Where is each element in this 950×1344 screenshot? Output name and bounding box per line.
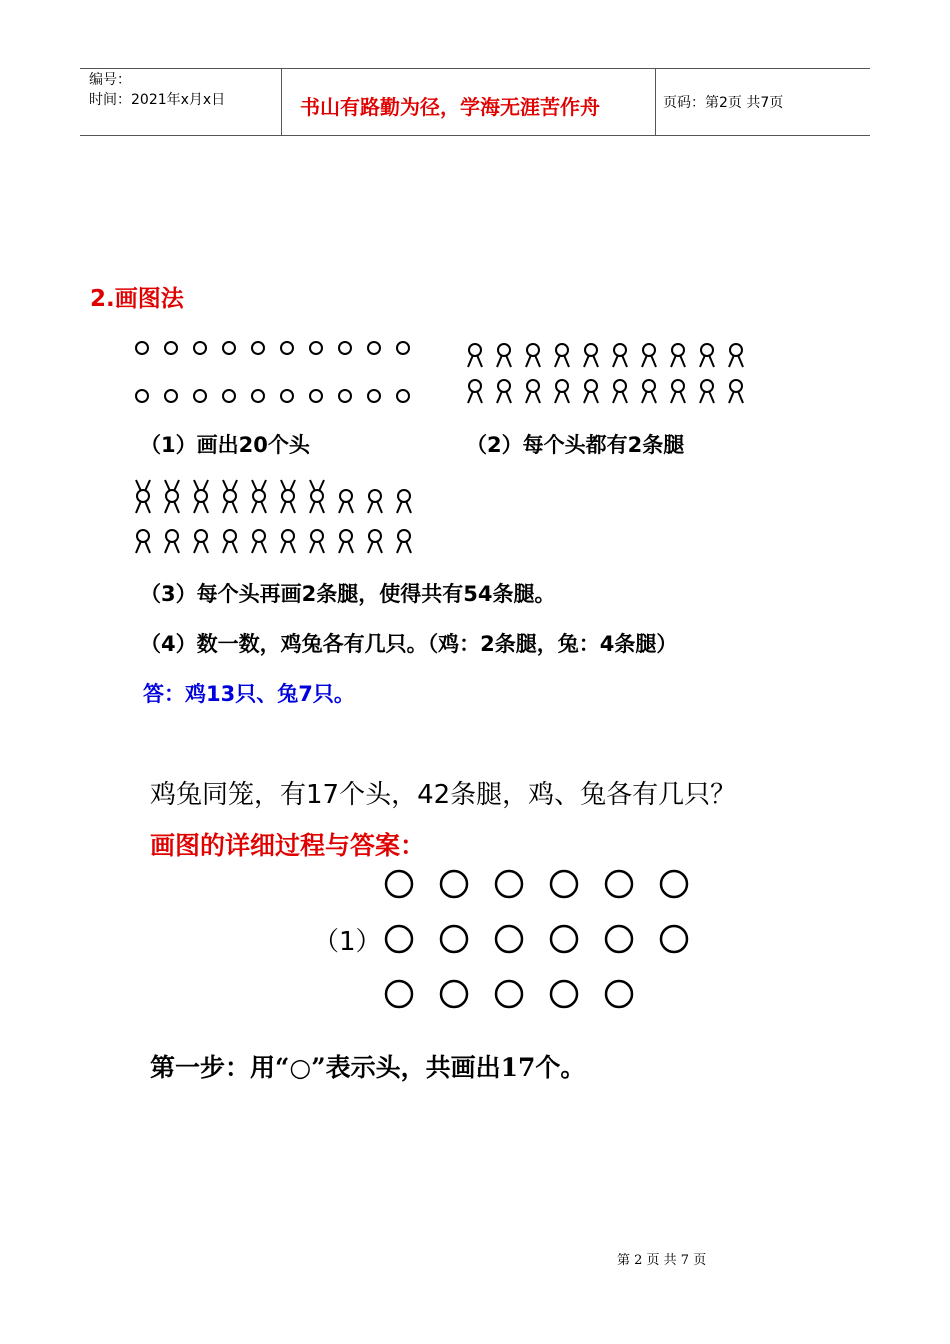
leg-line (468, 391, 473, 403)
head-circle (730, 344, 742, 356)
head-circle (369, 490, 381, 502)
head-circle (551, 871, 577, 897)
leg-line (526, 355, 531, 367)
leg-line (377, 541, 382, 553)
head-circle (386, 871, 412, 897)
head-circle (282, 490, 294, 502)
leg-line (310, 501, 315, 513)
leg-line (310, 541, 315, 553)
head-circle (339, 342, 351, 354)
leg-line (261, 541, 266, 553)
leg-line (397, 501, 402, 513)
figure-extra-legs (130, 478, 420, 558)
head-circle (282, 530, 294, 542)
extra-leg-line (281, 480, 286, 491)
leg-line (564, 355, 569, 367)
extra-leg-line (194, 480, 199, 491)
figure-heads (128, 330, 418, 410)
leg-line (622, 355, 627, 367)
header-motto: 书山有路勤为径，学海无涯苦作舟 (300, 95, 600, 119)
leg-line (319, 501, 324, 513)
head-circle (701, 344, 713, 356)
head-circle (253, 530, 265, 542)
head-circle (223, 342, 235, 354)
leg-line (223, 501, 228, 513)
header-bottom-border (80, 135, 870, 136)
extra-leg-line (136, 480, 141, 491)
head-circle (585, 380, 597, 392)
head-circle (643, 380, 655, 392)
head-circle (469, 380, 481, 392)
head-circle (195, 530, 207, 542)
leg-line (145, 541, 150, 553)
leg-line (642, 355, 647, 367)
leg-line (584, 355, 589, 367)
leg-line (290, 541, 295, 553)
solution-subtitle: 画图的详细过程与答案： (150, 831, 426, 860)
leg-line (377, 501, 382, 513)
head-circle (281, 390, 293, 402)
leg-line (145, 501, 150, 513)
leg-line (535, 391, 540, 403)
leg-line (497, 355, 502, 367)
header-date-label: 时间：2021年x月x日 (89, 92, 226, 108)
head-circle (224, 490, 236, 502)
head-circle (195, 490, 207, 502)
leg-line (203, 541, 208, 553)
head-circle (386, 981, 412, 1007)
head-circle (252, 342, 264, 354)
head-circle (252, 390, 264, 402)
extra-leg-line (232, 480, 237, 491)
head-circle (661, 926, 687, 952)
head-circle (368, 390, 380, 402)
head-circle (281, 342, 293, 354)
header-page-info: 页码：第2页 共7页 (663, 95, 784, 111)
head-circle (339, 390, 351, 402)
head-circle (311, 490, 323, 502)
leg-line (613, 355, 618, 367)
figure-17-heads (380, 866, 690, 1016)
leg-line (477, 355, 482, 367)
caption-step-3: （3）每个头再画2条腿，使得共有54条腿。 (140, 582, 556, 606)
leg-line (281, 541, 286, 553)
leg-line (477, 391, 482, 403)
step-number-label: （1） (313, 927, 382, 957)
head-circle (253, 490, 265, 502)
leg-line (709, 355, 714, 367)
head-circle (551, 926, 577, 952)
leg-line (506, 355, 511, 367)
extra-leg-line (203, 480, 208, 491)
section-title: 2.画图法 (90, 286, 184, 312)
leg-line (497, 391, 502, 403)
head-circle (340, 530, 352, 542)
extra-leg-line (310, 480, 315, 491)
leg-line (319, 541, 324, 553)
leg-line (368, 501, 373, 513)
head-circle (672, 380, 684, 392)
leg-line (593, 391, 598, 403)
head-circle (672, 344, 684, 356)
leg-line (252, 501, 257, 513)
leg-line (671, 391, 676, 403)
extra-leg-line (319, 480, 324, 491)
leg-line (593, 355, 598, 367)
head-circle (606, 926, 632, 952)
leg-line (680, 355, 685, 367)
leg-line (348, 541, 353, 553)
leg-line (281, 501, 286, 513)
head-circle (498, 380, 510, 392)
head-circle (441, 871, 467, 897)
head-circle (527, 344, 539, 356)
head-circle (136, 390, 148, 402)
head-circle (606, 871, 632, 897)
leg-line (709, 391, 714, 403)
leg-line (261, 501, 266, 513)
leg-line (406, 541, 411, 553)
head-circle (166, 490, 178, 502)
leg-line (738, 355, 743, 367)
leg-line (339, 541, 344, 553)
head-circle (469, 344, 481, 356)
leg-line (564, 391, 569, 403)
leg-line (651, 355, 656, 367)
leg-line (406, 501, 411, 513)
step-1-description: 第一步：用“○”表示头，共画出17个。 (150, 1053, 586, 1082)
leg-line (232, 541, 237, 553)
head-circle (397, 342, 409, 354)
leg-line (397, 541, 402, 553)
head-circle (556, 344, 568, 356)
leg-line (555, 355, 560, 367)
head-circle (224, 530, 236, 542)
leg-line (136, 501, 141, 513)
problem-question: 鸡兔同笼，有17个头，42条腿，鸡、兔各有几只？ (150, 780, 737, 810)
leg-line (232, 501, 237, 513)
figure-heads-with-legs (460, 336, 750, 408)
leg-line (671, 355, 676, 367)
head-circle (369, 530, 381, 542)
header-top-border (80, 68, 870, 69)
leg-line (535, 355, 540, 367)
extra-leg-line (290, 480, 295, 491)
header-divider-left (281, 68, 282, 136)
extra-leg-line (174, 480, 179, 491)
leg-line (555, 391, 560, 403)
head-circle (165, 390, 177, 402)
leg-line (700, 391, 705, 403)
head-circle (340, 490, 352, 502)
caption-step-1: （1）画出20个头 (140, 433, 310, 457)
head-circle (310, 390, 322, 402)
leg-line (194, 501, 199, 513)
leg-line (738, 391, 743, 403)
head-circle (165, 342, 177, 354)
leg-line (165, 541, 170, 553)
leg-line (252, 541, 257, 553)
header-divider-right (655, 68, 656, 136)
head-circle (194, 342, 206, 354)
caption-step-4: （4）数一数，鸡兔各有几只。（鸡：2条腿，兔：4条腿） (140, 632, 678, 656)
extra-leg-line (165, 480, 170, 491)
head-circle (310, 342, 322, 354)
leg-line (136, 541, 141, 553)
leg-line (680, 391, 685, 403)
leg-line (700, 355, 705, 367)
head-circle (730, 380, 742, 392)
head-circle (614, 344, 626, 356)
head-circle (136, 342, 148, 354)
leg-line (729, 391, 734, 403)
head-circle (614, 380, 626, 392)
head-circle (441, 981, 467, 1007)
head-circle (527, 380, 539, 392)
head-circle (496, 926, 522, 952)
leg-line (290, 501, 295, 513)
leg-line (526, 391, 531, 403)
leg-line (642, 391, 647, 403)
leg-line (223, 541, 228, 553)
head-circle (386, 926, 412, 952)
head-circle (585, 344, 597, 356)
head-circle (701, 380, 713, 392)
header-number-label: 编号： (89, 72, 131, 88)
head-circle (551, 981, 577, 1007)
head-circle (194, 390, 206, 402)
leg-line (368, 541, 373, 553)
head-circle (496, 981, 522, 1007)
head-circle (498, 344, 510, 356)
head-circle (398, 490, 410, 502)
leg-line (165, 501, 170, 513)
head-circle (398, 530, 410, 542)
answer-text: 答：鸡13只、兔7只。 (143, 682, 355, 706)
leg-line (622, 391, 627, 403)
leg-line (203, 501, 208, 513)
extra-leg-line (261, 480, 266, 491)
head-circle (368, 342, 380, 354)
head-circle (137, 530, 149, 542)
head-circle (643, 344, 655, 356)
leg-line (651, 391, 656, 403)
leg-line (339, 501, 344, 513)
leg-line (468, 355, 473, 367)
leg-line (174, 501, 179, 513)
leg-line (174, 541, 179, 553)
head-circle (441, 926, 467, 952)
leg-line (613, 391, 618, 403)
extra-leg-line (252, 480, 257, 491)
leg-line (506, 391, 511, 403)
leg-line (348, 501, 353, 513)
extra-leg-line (145, 480, 150, 491)
leg-line (584, 391, 589, 403)
head-circle (397, 390, 409, 402)
head-circle (311, 530, 323, 542)
head-circle (137, 490, 149, 502)
footer-page-number: 第 2 页 共 7 页 (617, 1253, 707, 1268)
leg-line (729, 355, 734, 367)
caption-step-2: （2）每个头都有2条腿 (466, 433, 685, 457)
extra-leg-line (223, 480, 228, 491)
head-circle (223, 390, 235, 402)
head-circle (606, 981, 632, 1007)
head-circle (556, 380, 568, 392)
leg-line (194, 541, 199, 553)
head-circle (661, 871, 687, 897)
head-circle (166, 530, 178, 542)
head-circle (496, 871, 522, 897)
